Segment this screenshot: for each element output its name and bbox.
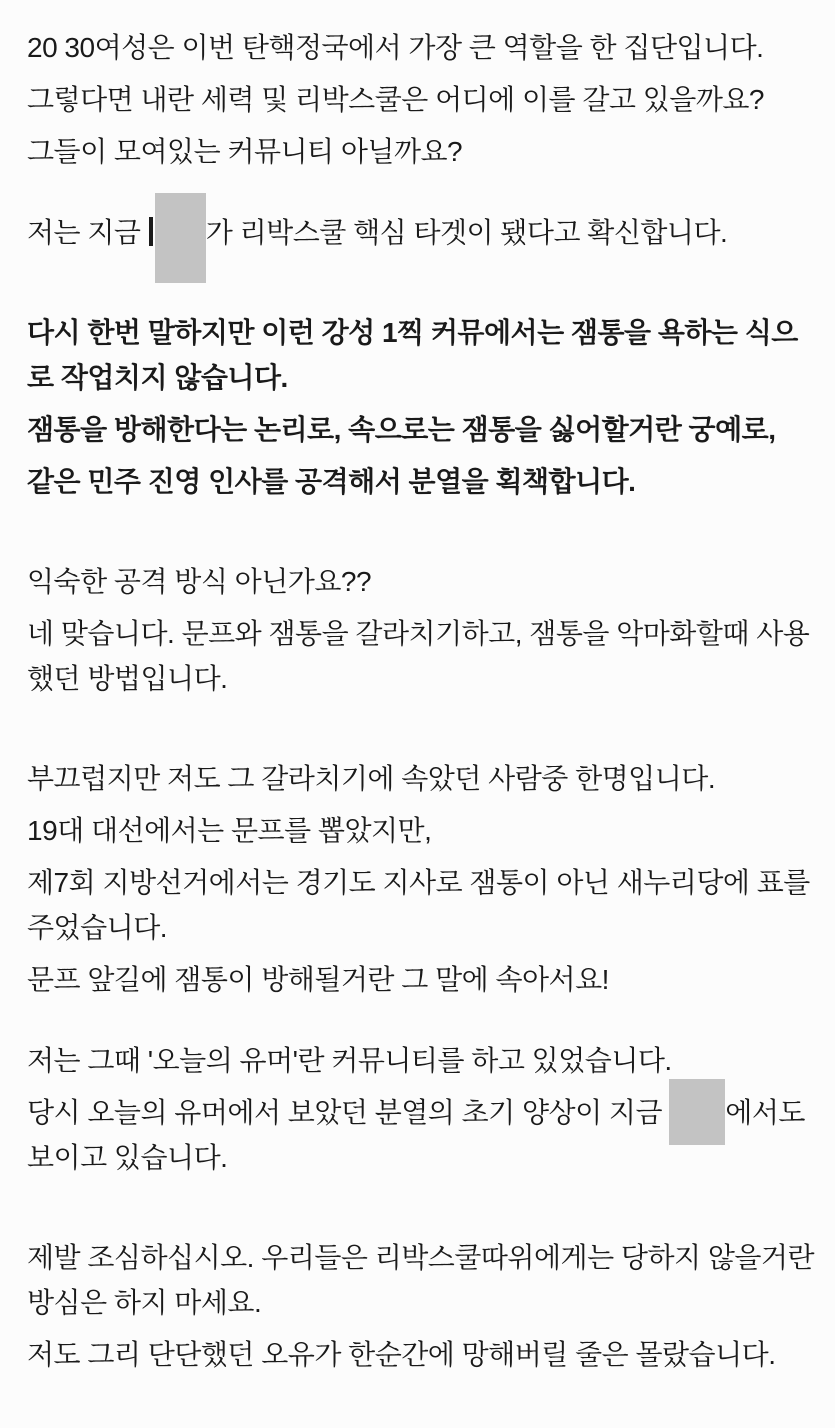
paragraph-17: 저도 그리 단단했던 오유가 한순간에 망해버릴 줄은 몰랐습니다.: [27, 1339, 776, 1370]
paragraph-11: 19대 대선에서는 문프를 뽑았지만,: [27, 815, 432, 846]
redaction-box-2: [669, 1098, 725, 1126]
paragraph-4: [27, 210, 815, 255]
paragraph-9: 네 맞습니다. 문프와 잼통을 갈라치기하고, 잼통을 악마화할때 사용했던 방법입니다.: [27, 618, 810, 694]
paragraph-8: 익숙한 공격 방식 아닌가요??: [27, 566, 372, 597]
redaction-box-2-fill: [669, 1079, 725, 1145]
redaction-box-1: [155, 218, 206, 246]
paragraph-4-text-after: 가 리박스쿨 핵심 타겟이 됐다고 확신합니다.: [205, 217, 728, 248]
paragraph-3: 그들이 모여있는 커뮤니티 아닐까요?: [27, 136, 463, 167]
paragraph-7: 같은 민주 진영 인사를 공격해서 분열을 획책합니다.: [27, 466, 636, 497]
paragraph-15: [27, 1090, 815, 1180]
paragraph-15-text-after: 에서도 보이고 있습니다.: [27, 1097, 805, 1173]
redaction-box-1-fill: [155, 193, 206, 283]
paragraph-2: 그렇다면 내란 세력 및 리박스쿨은 어디에 이를 갈고 있을까요?: [27, 84, 765, 115]
paragraph-5: 다시 한번 말하지만 이런 강성 1찍 커뮤에서는 잼통을 욕하는 식으로 작업치지 않습니다.: [27, 317, 798, 393]
paragraph-15-text-before: 당시 오늘의 유머에서 보았던 분열의 초기 양상이 지금: [27, 1097, 670, 1128]
partial-covered-character: [148, 217, 155, 245]
paragraph-6: 잼통을 방해한다는 논리로, 속으로는 잼통을 싫어할거란 궁예로,: [27, 414, 776, 445]
paragraph-1: 20 30여성은 이번 탄핵정국에서 가장 큰 역할을 한 집단입니다.: [27, 32, 764, 63]
paragraph-12: 제7회 지방선거에서는 경기도 지사로 잼통이 아닌 새누리당에 표를 주었습니다.: [27, 867, 810, 943]
paragraph-4-text-before: 저는 지금: [27, 217, 148, 248]
paragraph-10: 부끄럽지만 저도 그 갈라치기에 속았던 사람중 한명입니다.: [27, 763, 716, 794]
paragraph-14: 저는 그때 '오늘의 유머'란 커뮤니티를 하고 있었습니다.: [27, 1045, 672, 1076]
paragraph-16: 제발 조심하십시오. 우리들은 리박스쿨따위에게는 당하지 않을거란 방심은 하지 마세요.: [27, 1242, 815, 1318]
paragraph-13: 문프 앞길에 잼통이 방해될거란 그 말에 속아서요!: [27, 964, 609, 995]
